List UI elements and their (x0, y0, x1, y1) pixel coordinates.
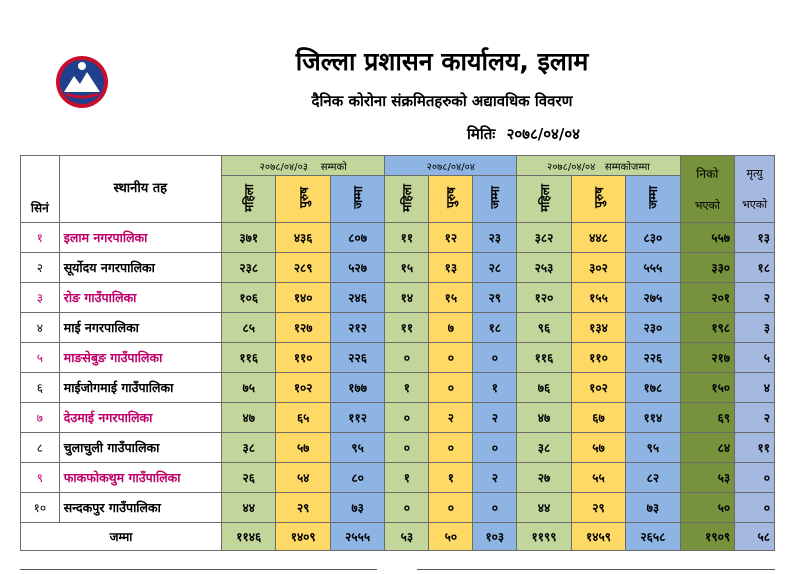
row-cell: २ (735, 403, 775, 433)
row-local-name: माईजोगमाई गाउँपालिका (59, 373, 221, 403)
row-cell: २ (473, 403, 517, 433)
row-local-name: सूर्योदय नगरपालिका (59, 253, 221, 283)
sub-female: महिला (400, 183, 415, 212)
row-cell: ७३ (330, 493, 384, 523)
row-cell: १२ (429, 223, 473, 253)
row-cell: २२६ (330, 343, 384, 373)
total-cell: २६५८ (626, 523, 680, 551)
row-cell: ११६ (222, 343, 276, 373)
header-recovered: निको भएको (680, 156, 734, 223)
row-cell: ० (385, 403, 429, 433)
row-cell: २९ (276, 493, 330, 523)
row-cell: ७३ (626, 493, 680, 523)
row-cell: २३० (626, 313, 680, 343)
row-cell: ८०७ (330, 223, 384, 253)
table-row (21, 493, 775, 523)
total-cell: १९०९ (680, 523, 734, 551)
row-sn: ८ (21, 433, 60, 463)
row-cell: ५५ (571, 463, 625, 493)
row-local-name: देउमाई नगरपालिका (59, 403, 221, 433)
sub-male: पुरुष (296, 187, 311, 208)
row-local-name: माङसेबुङ गाउँपालिका (59, 343, 221, 373)
total-cell: ५८ (735, 523, 775, 551)
sub-total: जम्मा (488, 186, 503, 209)
row-cell: १७८ (626, 373, 680, 403)
table-row (21, 343, 775, 373)
row-cell: ३७१ (222, 223, 276, 253)
row-local-name: इलाम नगरपालिका (59, 223, 221, 253)
row-cell: ४४ (517, 493, 571, 523)
row-cell: ११ (735, 433, 775, 463)
sub-male: पुरुष (591, 187, 606, 208)
row-cell: ५ (735, 343, 775, 373)
row-cell: ० (385, 433, 429, 463)
row-cell: २ (735, 283, 775, 313)
row-cell: ५७ (571, 433, 625, 463)
row-cell: ९५ (330, 433, 384, 463)
row-local-name: रोङ गाउँपालिका (59, 283, 221, 313)
row-sn: ३ (21, 283, 60, 313)
total-row (21, 523, 775, 551)
table-row (21, 373, 775, 403)
row-sn: ७ (21, 403, 60, 433)
sub-male: पुरुष (444, 187, 459, 208)
row-cell: १५ (385, 253, 429, 283)
row-cell: ७५ (222, 373, 276, 403)
row-cell: ७६ (517, 373, 571, 403)
date-label: मितिः (467, 125, 496, 143)
row-cell: ८५ (222, 313, 276, 343)
row-cell: १४ (385, 283, 429, 313)
divider (417, 569, 775, 570)
row-cell: १७७ (330, 373, 384, 403)
row-cell: १ (429, 463, 473, 493)
row-cell: ४ (735, 373, 775, 403)
covid-table (20, 155, 775, 551)
sub-female: महिला (242, 183, 257, 212)
row-cell: ५२७ (330, 253, 384, 283)
row-cell: ० (735, 493, 775, 523)
row-cell: ९६ (517, 313, 571, 343)
row-cell: ३८२ (517, 223, 571, 253)
row-cell: ४७ (222, 403, 276, 433)
table-row (21, 463, 775, 493)
row-local-name: सन्दकपुर गाउँपालिका (59, 493, 221, 523)
row-cell: १३ (735, 223, 775, 253)
row-cell: ६७ (571, 403, 625, 433)
row-sn: ९ (21, 463, 60, 493)
row-cell: ५० (680, 493, 734, 523)
row-cell: ० (429, 373, 473, 403)
row-cell: ८० (330, 463, 384, 493)
page-title: जिल्ला प्रशासन कार्यालय, इलाम (295, 47, 589, 76)
row-cell: ३ (735, 313, 775, 343)
row-cell: ० (429, 493, 473, 523)
row-cell: २१२ (330, 313, 384, 343)
date-value: २०७८/०४/०४ (506, 125, 580, 143)
row-cell: ११२ (330, 403, 384, 433)
table-row (21, 433, 775, 463)
row-cell: ० (735, 463, 775, 493)
total-cell: ११४६ (222, 523, 276, 551)
total-label: जम्मा (21, 523, 222, 551)
row-cell: २३ (473, 223, 517, 253)
row-cell: २६ (222, 463, 276, 493)
row-cell: ३०२ (571, 253, 625, 283)
total-cell: ११९९ (517, 523, 571, 551)
table-row (21, 253, 775, 283)
row-cell: १९८ (680, 313, 734, 343)
total-cell: १४०९ (276, 523, 330, 551)
row-cell: ११० (571, 343, 625, 373)
row-cell: २९ (473, 283, 517, 313)
row-cell: ७ (429, 313, 473, 343)
row-cell: २२६ (626, 343, 680, 373)
row-cell: २७५ (626, 283, 680, 313)
row-cell: १०२ (571, 373, 625, 403)
row-cell: २१७ (680, 343, 734, 373)
row-local-name: फाकफोकथुम गाउँपालिका (59, 463, 221, 493)
row-cell: ८४ (680, 433, 734, 463)
row-cell: ५५५ (626, 253, 680, 283)
row-cell: २४६ (330, 283, 384, 313)
table-row (21, 283, 775, 313)
total-cell: १०३ (473, 523, 517, 551)
row-cell: १०२ (276, 373, 330, 403)
row-cell: १२० (517, 283, 571, 313)
row-cell: ० (385, 343, 429, 373)
row-cell: ११ (385, 223, 429, 253)
header-local-level: स्थानीय तह (59, 156, 221, 223)
row-sn: ४ (21, 313, 60, 343)
row-cell: २८ (473, 253, 517, 283)
header-group1: २०७८/०४/०३ सम्मको (222, 156, 385, 176)
row-cell: १५० (680, 373, 734, 403)
total-cell: ५३ (385, 523, 429, 551)
row-cell: २०१ (680, 283, 734, 313)
report-date (467, 124, 580, 144)
row-cell: ४७ (517, 403, 571, 433)
row-cell: ८२ (626, 463, 680, 493)
row-cell: ११४ (626, 403, 680, 433)
row-cell: ४४८ (571, 223, 625, 253)
row-cell: ० (429, 343, 473, 373)
row-cell: १२७ (276, 313, 330, 343)
header-group2: २०७८/०४/०४ (385, 156, 517, 176)
sub-total: जम्मा (646, 186, 661, 209)
row-cell: १०६ (222, 283, 276, 313)
row-cell: २ (473, 463, 517, 493)
row-cell: १ (385, 463, 429, 493)
row-cell: ० (429, 433, 473, 463)
sub-total: जम्मा (351, 186, 366, 209)
row-cell: ११६ (517, 343, 571, 373)
row-cell: ६९ (680, 403, 734, 433)
row-local-name: माई नगरपालिका (59, 313, 221, 343)
table-row (21, 223, 775, 253)
row-cell: ० (473, 493, 517, 523)
sub-female: महिला (537, 183, 552, 212)
row-cell: ११ (385, 313, 429, 343)
row-cell: २८९ (276, 253, 330, 283)
row-cell: १ (473, 373, 517, 403)
row-cell: ५७ (276, 433, 330, 463)
row-cell: १५ (429, 283, 473, 313)
row-cell: १८ (473, 313, 517, 343)
table-row (21, 403, 775, 433)
divider (20, 569, 377, 570)
row-cell: २ (429, 403, 473, 433)
row-cell: २७ (517, 463, 571, 493)
row-cell: ८३० (626, 223, 680, 253)
row-cell: २३८ (222, 253, 276, 283)
row-sn: ६ (21, 373, 60, 403)
row-cell: १३४ (571, 313, 625, 343)
table-row (21, 313, 775, 343)
header-death: मृत्यु भएको (735, 156, 775, 223)
row-cell: ३८ (222, 433, 276, 463)
row-cell: २५३ (517, 253, 571, 283)
page-subtitle: दैनिक कोरोना संक्रमितहरुको अद्यावधिक विवरण (311, 92, 573, 110)
row-sn: २ (21, 253, 60, 283)
row-local-name: चुलाचुली गाउँपालिका (59, 433, 221, 463)
total-cell: ५० (429, 523, 473, 551)
row-cell: ० (473, 433, 517, 463)
total-cell: २५५५ (330, 523, 384, 551)
row-cell: ३३० (680, 253, 734, 283)
row-cell: ५४ (276, 463, 330, 493)
row-cell: १५५ (571, 283, 625, 313)
row-cell: १८ (735, 253, 775, 283)
row-cell: ४४ (222, 493, 276, 523)
row-cell: १ (385, 373, 429, 403)
row-cell: ० (473, 343, 517, 373)
row-cell: ५३ (680, 463, 734, 493)
row-cell: ११० (276, 343, 330, 373)
row-cell: ६५ (276, 403, 330, 433)
row-cell: १३ (429, 253, 473, 283)
row-sn: १ (21, 223, 60, 253)
row-cell: ३८ (517, 433, 571, 463)
row-sn: १० (21, 493, 60, 523)
total-cell: १४५९ (571, 523, 625, 551)
row-cell: १४० (276, 283, 330, 313)
header-group3: २०७८/०४/०४ सम्मकोजम्मा (517, 156, 680, 176)
row-cell: २९ (571, 493, 625, 523)
row-cell: ९५ (626, 433, 680, 463)
row-sn: ५ (21, 343, 60, 373)
row-cell: ० (385, 493, 429, 523)
row-cell: ४३६ (276, 223, 330, 253)
row-cell: ५५७ (680, 223, 734, 253)
header-sn: सिनं (21, 156, 60, 223)
